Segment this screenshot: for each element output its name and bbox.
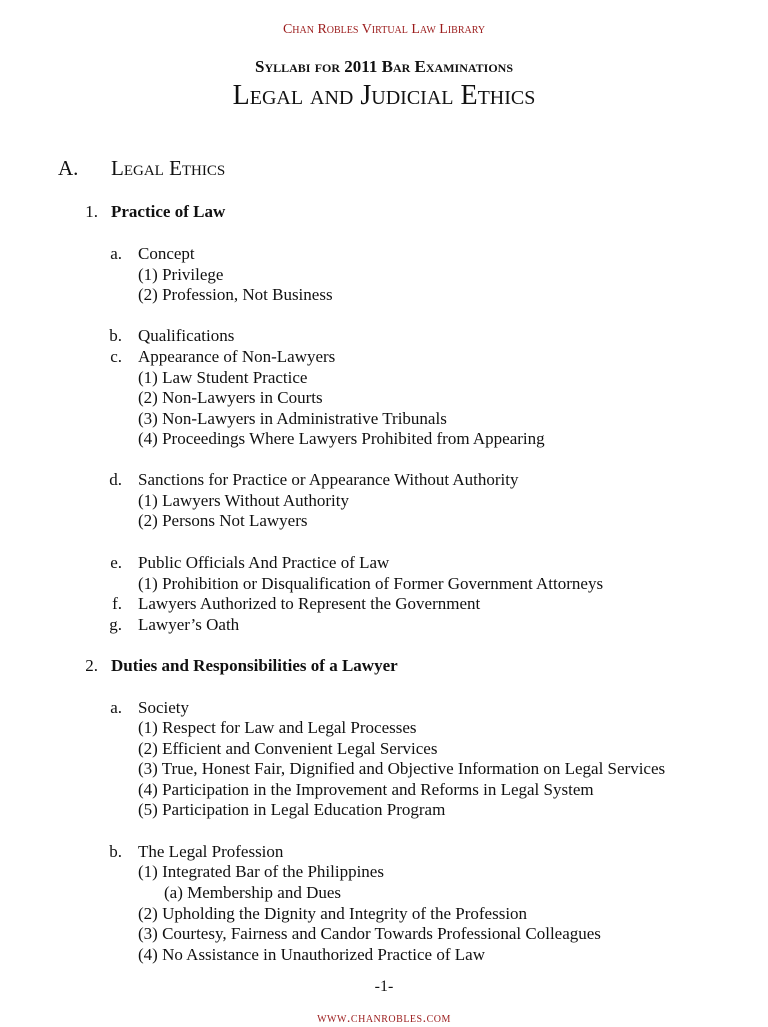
item-letter: e. [110,553,122,572]
library-header: Chan Robles Virtual Law Library [282,22,486,37]
sub-item: (2) Persons Not Lawyers [138,511,308,530]
section-title: Legal Ethics [111,156,226,180]
footer-link[interactable]: www.chanrobles.com [317,1011,451,1026]
topic-number: 2. [85,656,98,675]
item-text: Lawyers Authorized to Represent the Government [138,594,481,613]
sub-item: (3) True, Honest Fair, Dignified and Objective Information on Legal Services [138,759,666,778]
sub-item: (3) Courtesy, Fairness and Candor Towards Professional Colleagues [138,924,601,943]
item-text: Appearance of Non-Lawyers [138,347,336,366]
topic-title: Duties and Responsibilities of a Lawyer [111,656,398,675]
sub-item: (2) Profession, Not Business [138,285,333,304]
sub-item: (1) Privilege [138,265,224,284]
sub-item: (1) Law Student Practice [138,368,308,387]
item-text: Lawyer’s Oath [138,615,240,634]
item-text: Public Officials And Practice of Law [138,553,390,572]
sub-item: (4) No Assistance in Unauthorized Practice of Law [138,945,485,964]
item-letter: a. [110,244,122,263]
item-text: Sanctions for Practice or Appearance Without Authority [138,470,519,489]
sub-item: (5) Participation in Legal Education Program [138,800,446,819]
topic-number: 1. [85,202,98,221]
item-letter: b. [109,326,122,345]
page-number: -1- [374,978,394,995]
sub-item: (2) Efficient and Convenient Legal Services [138,739,438,758]
item-letter: a. [110,698,122,717]
item-letter: b. [109,842,122,861]
sub-item: (3) Non-Lawyers in Administrative Tribunals [138,409,447,428]
item-text: Concept [138,244,195,263]
item-letter: c. [110,347,122,366]
sub-item: (1) Lawyers Without Authority [138,491,349,510]
item-text: The Legal Profession [138,842,284,861]
item-letter: g. [109,615,122,634]
topic-title: Practice of Law [111,202,226,221]
sub-item: (2) Upholding the Dignity and Integrity of the Profession [138,904,528,923]
sub-item: (2) Non-Lawyers in Courts [138,388,323,407]
sub-item: (4) Proceedings Where Lawyers Prohibited from Appearing [138,429,545,448]
sub-item: (1) Prohibition or Disqualification of Former Government Attorneys [138,574,604,593]
sub-item: (1) Integrated Bar of the Philippines [138,862,384,881]
syllabus-subtitle: Syllabi for 2011 Bar Examinations [255,57,513,76]
item-text: Society [138,698,189,717]
sub-sub-item: (a) Membership and Dues [164,883,342,902]
sub-item: (1) Respect for Law and Legal Processes [138,718,417,737]
item-letter: f. [112,594,122,613]
item-text: Qualifications [138,326,235,345]
sub-item: (4) Participation in the Improvement and Reforms in Legal System [138,780,594,799]
item-letter: d. [109,470,122,489]
section-letter: A. [58,156,79,180]
document-title: Legal and Judicial Ethics [232,80,536,111]
